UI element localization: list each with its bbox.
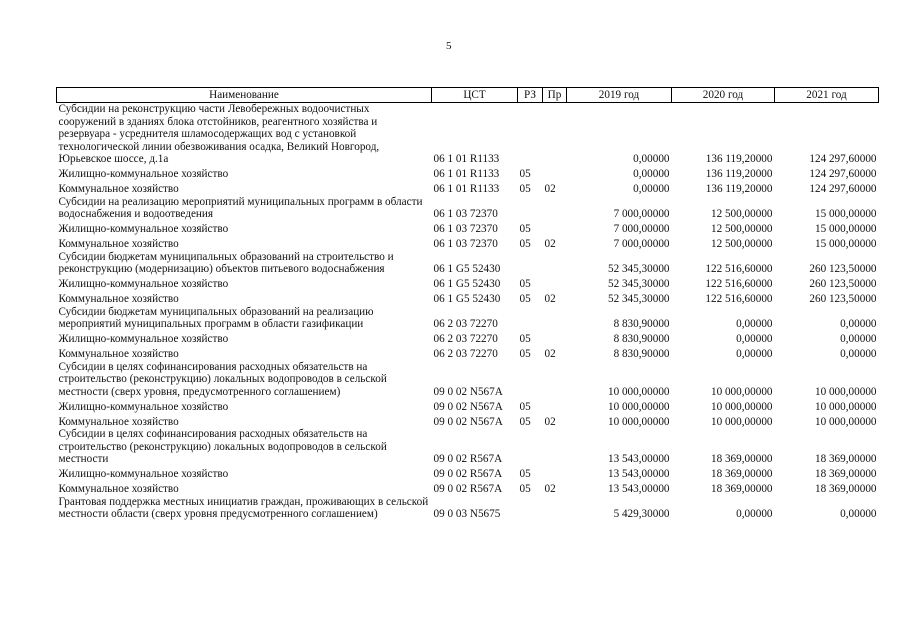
cell-2019: 52 345,30000	[607, 293, 670, 305]
cell-pr	[543, 398, 567, 413]
table-row	[57, 166, 879, 181]
cell-2019: 0,00000	[633, 168, 670, 180]
cell-2021: 15 000,00000	[814, 208, 877, 220]
cell-2020: 10 000,00000	[710, 400, 773, 413]
cell-2019: 10 000,00000	[607, 400, 670, 413]
page-number: 5	[446, 40, 452, 52]
cell-2019: 52 345,30000	[607, 278, 670, 290]
cell-2019: 7 000,00000	[613, 208, 670, 220]
cell-2019: 8 830,90000	[613, 348, 670, 360]
cell-csr: 09 0 02 R567A	[433, 453, 503, 465]
cell-2021: 260 123,50000	[809, 278, 877, 290]
cell-csr: 06 1 G5 52430	[433, 263, 501, 275]
cell-rz: 05	[519, 293, 531, 305]
cell-rz: 05	[519, 183, 531, 195]
cell-2020: 122 516,60000	[705, 293, 773, 305]
cell-2020: 18 369,00000	[710, 468, 773, 480]
cell-csr: 09 0 03 N5675	[433, 508, 501, 520]
cell-csr: 06 2 03 72270	[433, 333, 498, 345]
cell-2020: 10 000,00000	[710, 385, 773, 398]
cell-pr: 02	[544, 348, 556, 360]
cell-pr: 02	[544, 415, 556, 428]
cell-name: Жилищно-коммунальное хозяйство	[58, 468, 229, 480]
cell-2020: 0,00000	[736, 333, 773, 345]
table-row	[57, 481, 879, 496]
table-row	[57, 196, 879, 221]
cell-2021: 15 000,00000	[814, 223, 877, 235]
cell-2021: 124 297,60000	[809, 183, 877, 195]
cell-2019: 52 345,30000	[607, 263, 670, 275]
cell-csr: 09 0 02 N567A	[433, 400, 503, 413]
cell-rz: 05	[519, 483, 531, 495]
table-row	[57, 221, 879, 236]
table-row	[57, 276, 879, 291]
cell-csr: 06 1 03 72370	[433, 223, 498, 235]
cell-name: Субсидии на реконструкцию части Левобережных водоочистных сооружений в зданиях блока отстойников, реагентного хозяйства и резервуара - усреднителя шламосодержащих вод с установкой технологической линии обезвоживания осадка, Великий Новгород, Юрьевское шоссе, д.1а	[58, 103, 380, 165]
table-row	[57, 428, 879, 466]
cell-rz	[518, 306, 543, 331]
cell-csr: 09 0 02 N567A	[433, 415, 503, 428]
cell-rz: 05	[519, 348, 531, 360]
cell-rz: 05	[519, 333, 531, 345]
table-row	[57, 291, 879, 306]
header-pr: Пр	[543, 88, 567, 103]
cell-rz: 05	[519, 168, 531, 180]
cell-2021: 124 297,60000	[809, 168, 877, 180]
cell-csr: 09 0 02 N567A	[433, 385, 503, 398]
table-row	[57, 331, 879, 346]
cell-2019: 7 000,00000	[613, 223, 670, 235]
cell-name: Жилищно-коммунальное хозяйство	[58, 333, 229, 345]
cell-name: Коммунальное хозяйство	[58, 483, 179, 495]
cell-2019: 13 543,00000	[607, 453, 670, 465]
cell-2021: 15 000,00000	[814, 238, 877, 250]
cell-pr	[543, 466, 567, 481]
cell-rz: 05	[519, 278, 531, 290]
cell-rz: 05	[519, 223, 531, 235]
table-row	[57, 398, 879, 413]
header-name: Наименование	[57, 88, 432, 103]
cell-2019: 13 543,00000	[607, 483, 670, 495]
cell-name: Субсидии бюджетам муниципальных образований на реализацию мероприятий муниципальных программ в области газификации	[58, 305, 374, 330]
cell-csr: 06 1 01 R1133	[433, 168, 500, 180]
cell-name: Субсидии в целях софинансирования расходных обязательств на строительство (реконструкцию) локальных водопроводов в сельской местности	[58, 428, 387, 465]
cell-csr: 06 1 01 R1133	[433, 153, 500, 165]
cell-2019: 13 543,00000	[607, 468, 670, 480]
header-2021: 2021 год	[775, 88, 879, 103]
cell-name: Жилищно-коммунальное хозяйство	[58, 168, 229, 180]
cell-2020: 18 369,00000	[710, 483, 773, 495]
table-row	[57, 496, 879, 521]
budget-table	[56, 87, 879, 521]
cell-pr	[543, 103, 567, 166]
cell-csr: 06 1 G5 52430	[433, 293, 501, 305]
cell-2020: 0,00000	[736, 508, 773, 520]
cell-2021: 0,00000	[840, 318, 877, 330]
cell-2019: 0,00000	[633, 153, 670, 165]
cell-2020: 136 119,20000	[705, 183, 773, 195]
cell-2021: 18 369,00000	[814, 453, 877, 465]
cell-2021: 0,00000	[840, 348, 877, 360]
cell-name: Жилищно-коммунальное хозяйство	[58, 400, 229, 413]
cell-pr	[543, 361, 567, 399]
cell-rz: 05	[519, 238, 531, 250]
cell-rz	[518, 103, 543, 166]
table-row	[57, 103, 879, 166]
cell-rz	[518, 251, 543, 276]
table-row	[57, 466, 879, 481]
cell-name: Коммунальное хозяйство	[58, 293, 179, 305]
cell-name: Жилищно-коммунальное хозяйство	[58, 278, 229, 290]
cell-rz	[518, 196, 543, 221]
cell-name: Коммунальное хозяйство	[58, 348, 179, 360]
cell-pr: 02	[544, 238, 556, 250]
cell-name: Субсидии на реализацию мероприятий муниципальных программ в области водоснабжения и водоотведения	[58, 195, 423, 220]
cell-2021: 124 297,60000	[809, 153, 877, 165]
cell-rz: 05	[519, 415, 531, 428]
cell-2020: 12 500,00000	[710, 208, 773, 220]
cell-pr	[543, 251, 567, 276]
cell-2021: 18 369,00000	[814, 483, 877, 495]
cell-rz	[518, 361, 543, 399]
cell-2020: 18 369,00000	[710, 453, 773, 465]
cell-2021: 10 000,00000	[814, 415, 877, 428]
cell-2020: 136 119,20000	[705, 153, 773, 165]
table-row	[57, 251, 879, 276]
cell-pr	[543, 428, 567, 466]
cell-pr	[543, 276, 567, 291]
table-row	[57, 413, 879, 428]
cell-name: Коммунальное хозяйство	[58, 183, 179, 195]
cell-rz: 05	[519, 468, 531, 480]
cell-2021: 10 000,00000	[814, 385, 877, 398]
table-row	[57, 346, 879, 361]
cell-csr: 09 0 02 R567A	[433, 468, 503, 480]
cell-rz	[518, 496, 543, 521]
cell-2020: 12 500,00000	[710, 238, 773, 250]
cell-2020: 12 500,00000	[710, 223, 773, 235]
cell-pr	[543, 221, 567, 236]
cell-2021: 260 123,50000	[809, 293, 877, 305]
cell-2021: 18 369,00000	[814, 468, 877, 480]
cell-rz: 05	[519, 400, 531, 413]
cell-2020: 0,00000	[736, 348, 773, 360]
cell-2019: 0,00000	[633, 183, 670, 195]
cell-pr	[543, 166, 567, 181]
cell-2021: 0,00000	[840, 333, 877, 345]
cell-csr: 09 0 02 R567A	[433, 483, 503, 495]
cell-2019: 8 830,90000	[613, 333, 670, 345]
cell-pr: 02	[544, 293, 556, 305]
cell-rz	[518, 428, 543, 466]
table-row	[57, 181, 879, 196]
cell-name: Субсидии в целях софинансирования расходных обязательств на строительство (реконструкцию) локальных водопроводов в сельской местности (сверх уровня, предусмотренного соглашением)	[58, 360, 387, 398]
cell-2019: 7 000,00000	[613, 238, 670, 250]
table-row	[57, 306, 879, 331]
cell-csr: 06 1 01 R1133	[433, 183, 500, 195]
cell-csr: 06 1 03 72370	[433, 208, 498, 220]
cell-name: Жилищно-коммунальное хозяйство	[58, 223, 229, 235]
header-2020: 2020 год	[672, 88, 775, 103]
cell-pr	[543, 496, 567, 521]
cell-pr	[543, 306, 567, 331]
header-2019: 2019 год	[567, 88, 672, 103]
cell-pr	[543, 196, 567, 221]
cell-name: Коммунальное хозяйство	[58, 238, 179, 250]
cell-name: Субсидии бюджетам муниципальных образований на строительство и реконструкцию (модернизацию) объектов питьевого водоснабжения	[58, 250, 394, 275]
cell-2021: 0,00000	[840, 508, 877, 520]
cell-name: Грантовая поддержка местных инициатив граждан, проживающих в сельской местности области (сверх уровня предусмотренного соглашением)	[58, 495, 429, 520]
cell-csr: 06 1 03 72370	[433, 238, 498, 250]
cell-csr: 06 2 03 72270	[433, 348, 498, 360]
table-header-row	[57, 88, 879, 103]
cell-2019: 8 830,90000	[613, 318, 670, 330]
cell-2020: 122 516,60000	[705, 278, 773, 290]
cell-pr: 02	[544, 183, 556, 195]
cell-csr: 06 1 G5 52430	[433, 278, 501, 290]
table-row	[57, 236, 879, 251]
header-csr: ЦСТ	[432, 88, 518, 103]
cell-name: Коммунальное хозяйство	[58, 415, 179, 428]
cell-2020: 0,00000	[736, 318, 773, 330]
cell-2021: 10 000,00000	[814, 400, 877, 413]
table-row	[57, 361, 879, 399]
cell-2020: 136 119,20000	[705, 168, 773, 180]
cell-2020: 122 516,60000	[705, 263, 773, 275]
cell-csr: 06 2 03 72270	[433, 318, 498, 330]
cell-pr: 02	[544, 483, 556, 495]
cell-2019: 10 000,00000	[607, 385, 670, 398]
cell-2020: 10 000,00000	[710, 415, 773, 428]
header-rz: РЗ	[518, 88, 543, 103]
cell-2019: 5 429,30000	[613, 508, 670, 520]
cell-2019: 10 000,00000	[607, 415, 670, 428]
cell-pr	[543, 331, 567, 346]
cell-2021: 260 123,50000	[809, 263, 877, 275]
